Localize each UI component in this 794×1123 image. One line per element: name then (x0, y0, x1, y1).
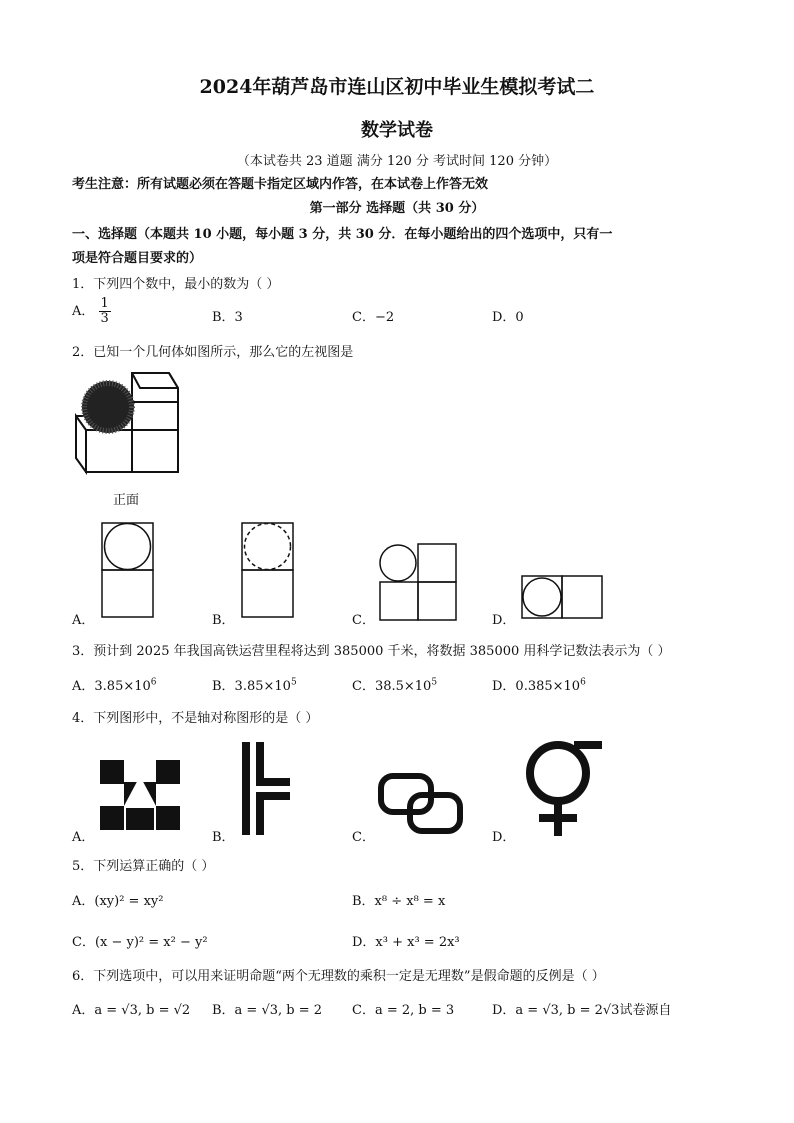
q3-option-d (492, 675, 586, 694)
q5-option-c: C．(x − y)² = x² − y² (72, 935, 208, 950)
q3-option-d-exponent: 6 (580, 677, 586, 688)
q6-option-c: C．a = 2, b = 3 (352, 1003, 455, 1018)
q2-option-b-label: B． (212, 613, 235, 628)
q5-option-b: B．x⁸ ÷ x⁸ = x (352, 894, 446, 909)
q3-option-a-exponent: 6 (150, 677, 157, 688)
q6-option-d-text: D．a = √3, b = 2√3 (492, 1003, 620, 1018)
q1-option-c: C．−2 (352, 310, 395, 325)
q1-option-a-label: A． (72, 304, 95, 319)
q4-option-a-label: A． (72, 830, 95, 845)
q2-option-a-figure (101, 522, 155, 620)
fraction-denominator: 3 (100, 311, 109, 326)
fraction-numerator: 1 (100, 296, 109, 311)
q3-option-b-exponent: 5 (290, 677, 297, 688)
q2-option-d-label: D． (492, 613, 516, 628)
q3-stem: 3．预计到 2025 年我国高铁运营里程将达到 385000 千米，将数据 385000 用科学记数法表示为（ ） (72, 644, 671, 659)
q2-option-b-figure (241, 522, 295, 620)
q6-stem: 6．下列选项中，可以用来证明命题“两个无理数的乘积一定是无理数”是假命题的反例是（ ） (72, 969, 605, 984)
q2-solid-figure (74, 368, 194, 483)
q2-figure-caption: 正面 (113, 493, 140, 508)
q1-option-d: D．0 (492, 310, 524, 325)
section-heading-line2: 项是符合题目要求的） (72, 251, 203, 266)
q4-option-b-label: B． (212, 830, 235, 845)
q3-option-a (72, 675, 157, 694)
q6-source-note: 试卷源自 (619, 1003, 672, 1018)
q5-stem: 5．下列运算正确的（ ） (72, 859, 215, 874)
section-heading-line1: 一、选择题（本题共 10 小题，每小题 3 分，共 30 分．在每小题给出的四个选项中，只有一 (72, 227, 613, 242)
q2-option-d-figure (521, 575, 605, 621)
q2-option-a-label: A． (72, 613, 95, 628)
q1-stem: 1．下列四个数中，最小的数为（ ） (72, 277, 280, 292)
q4-option-c-label: C． (352, 830, 375, 845)
q6-option-a: A．a = √3, b = √2 (72, 1003, 191, 1018)
q3-option-b-base: B．3.85×10 (212, 679, 291, 694)
q4-option-d-label: D． (492, 830, 516, 845)
q3-option-c (352, 675, 437, 694)
q1-option-b: B．3 (212, 310, 243, 325)
q2-option-c-label: C． (352, 613, 375, 628)
q2-option-c-figure (379, 543, 459, 621)
q2-stem: 2．已知一个几何体如图所示，那么它的左视图是 (72, 345, 354, 360)
q5-option-d: D．x³ + x³ = 2x³ (352, 935, 460, 950)
q3-option-c-exponent: 5 (431, 677, 438, 688)
q3-option-b (212, 675, 297, 694)
q4-stem: 4．下列图形中，不是轴对称图形的是（ ） (72, 711, 319, 726)
part-heading: 第一部分 选择题（共 30 分） (309, 201, 485, 216)
q4-option-b-figure (242, 742, 292, 837)
q4-option-d-figure (518, 740, 608, 840)
exam-notice: 考生注意：所有试题必须在答题卡指定区域内作答，在本试卷上作答无效 (72, 177, 489, 192)
exam-subtitle: 数学试卷 (361, 120, 433, 141)
q3-option-d-base: D．0.385×10 (492, 679, 581, 694)
q6-option-d (492, 999, 671, 1018)
q5-option-a: A．(xy)² = xy² (72, 894, 164, 909)
q4-option-c-figure (378, 773, 464, 835)
q3-option-c-base: C．38.5×10 (352, 679, 432, 694)
q1-option-a-fraction (99, 297, 111, 326)
exam-title: 2024年葫芦岛市连山区初中毕业生模拟考试二 (199, 76, 595, 98)
q6-option-b: B．a = √3, b = 2 (212, 1003, 323, 1018)
q3-option-a-base: A．3.85×10 (72, 679, 151, 694)
q4-option-a-figure (100, 760, 182, 832)
exam-info: （本试卷共 23 道题 满分 120 分 考试时间 120 分钟） (236, 154, 558, 169)
q1-option-a (72, 297, 111, 326)
